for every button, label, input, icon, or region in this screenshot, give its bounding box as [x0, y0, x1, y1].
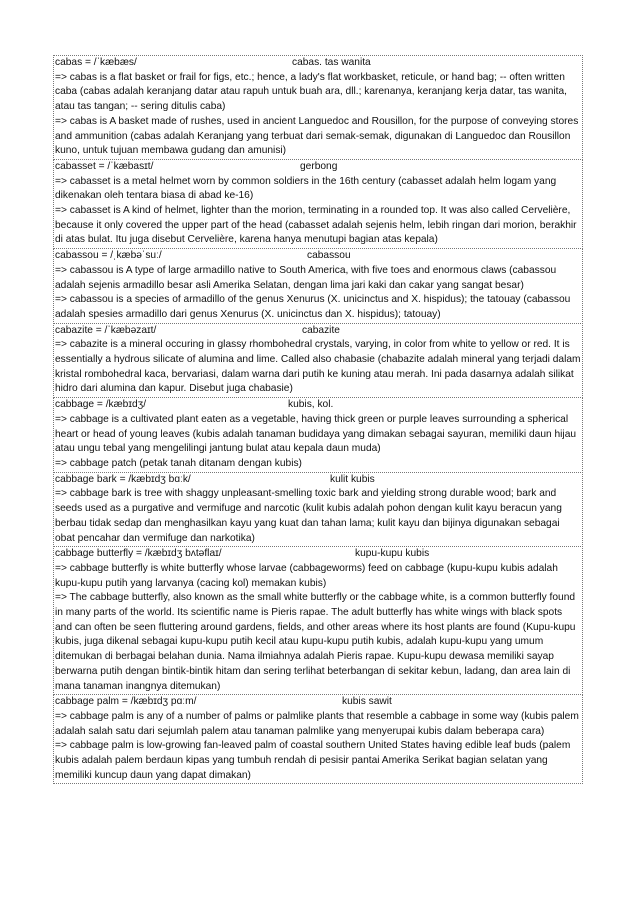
entry-term: cabas = /ˈkæbæs/: [55, 57, 137, 68]
entry-headline: [55, 324, 581, 339]
entry-term: cabbage palm = /kæbɪdʒ pɑːm/: [55, 696, 197, 708]
dictionary-entry: [53, 55, 583, 160]
entry-definition: => cabasset is A kind of helmet, lighter than the morion, terminating in a rounded top. It was also called Cervelière, because it only covered the upper part of the head (cabasset adalah sejenis helm, lebih ringan dari morion, berakhir di atas bulat. Itu juga disebut Cervelière, karena hanya menutupi bagian atas kepala): [55, 205, 577, 246]
entry-headline: [55, 695, 581, 710]
entry-translation: kulit kubis: [330, 473, 375, 485]
entry-term: cabbage bark = /kæbɪdʒ bɑːk/: [55, 473, 191, 485]
entry-definition: => cabbage palm is any of a number of palms or palmlike plants that resemble a cabbage in some way (kubis palem adalah salah satu dari sejumlah palem atau tanaman palmlike yang menyerupai kubis dalam beberapa cara): [55, 710, 579, 737]
entry-definition: => cabbage butterfly is white butterfly whose larvae (cabbageworms) feed on cabbage (kupu-kupu kubis adalah kupu-kupu putih yang larvanya (cacing kol) memakan kubis): [55, 562, 558, 589]
entry-definition: => The cabbage butterfly, also known as the small white butterfly or the cabbage white, is a common butterfly found in many parts of the world. Its scientific name is Pieris rapae. The adult butterfly has white wings with black spots and can often be seen fluttering around gardens, fields, and other areas where its host plants are found (Kupu-kupu kubis, juga dikenal sebagai kupu-kupu putih kecil atau kupu-kupu putih kubis, adalah kupu-kupu yang umum ditemukan di berbagai belahan dunia. Nama ilmiahnya adalah Pieris rapae. Kupu-kupu dewasa memiliki sayap berwarna putih dengan bintik-bintik hitam dan sering terlihat beterbangan di sekitar kebun, ladang, dan area lain di mana tanaman inangnya ditemukan): [55, 592, 576, 692]
dictionary-entry: [53, 323, 583, 399]
entry-translation: cabassou: [307, 250, 351, 262]
entry-translation: cabazite: [302, 324, 340, 336]
entry-term: cabasset = /ˈkæbasɪt/: [55, 160, 154, 172]
dictionary-entry: [53, 546, 583, 695]
dictionary-page: [53, 56, 583, 784]
entry-translation: gerbong: [300, 160, 338, 172]
entry-term: cabassou = /ˌkæbəˈsuː/: [55, 250, 162, 262]
entry-definition: => cabbage palm is low-growing fan-leaved palm of coastal southern United States having edible leaf buds (palem kubis adalah palem berdaun kipas yang tumbuh rendah di pesisir pantai Amerika Serikat bagian selatan yang memiliki kuncup daun yang dapat dimakan): [55, 740, 571, 781]
entry-headline: [55, 56, 581, 71]
dictionary-entry: [53, 397, 583, 473]
entry-definition: => cabbage patch (petak tanah ditanam dengan kubis): [55, 457, 302, 469]
dictionary-entry: [53, 248, 583, 324]
entry-term: cabbage butterfly = /kæbɪdʒ bʌtəflaɪ/: [55, 548, 222, 560]
entry-definition: => cabas is A basket made of rushes, used in ancient Languedoc and Rousillon, for the purpose of conveying stores and ammunition (cabas adalah Keranjang yang terbuat dari semak-semak, digunakan di Languedoc dan Rousillon kuno, untuk tujuan membawa gudang dan amunisi): [55, 115, 579, 157]
dictionary-entry: [53, 159, 583, 249]
entry-definition: => cabassou is a species of armadillo of the genus Xenurus (X. unicinctus and X. hispidus); the tatouay (cabassou adalah spesies armadillo dari genus Xenurus (X. unicinctus dan X. hispidus); tatouay): [55, 294, 571, 320]
entry-headline: [55, 547, 581, 562]
entry-translation: kubis sawit: [342, 696, 392, 708]
entry-definition: => cabbage is a cultivated plant eaten as a vegetable, having thick green or purple leaves surrounding a spherical heart or head of young leaves (kubis adalah tanaman budidaya yang dimakan sebagai sayuran, memiliki daun hijau atau ungu tebal yang mengelilingi jantung bulat atau kepala daun muda): [55, 413, 577, 455]
entry-translation: cabas. tas wanita: [292, 57, 371, 68]
entry-translation: kupu-kupu kubis: [355, 548, 430, 560]
entry-translation: kubis, kol.: [288, 399, 334, 411]
entry-term: cabazite = /ˈkæbəzaɪt/: [55, 324, 157, 336]
entry-headline: [55, 473, 581, 488]
entry-definition: => cabassou is A type of large armadillo native to South America, with five toes and enormous claws (cabassou adalah sejenis armadillo besar asli Amerika Selatan, dengan lima jari kaki dan cakar yang sangat besar): [55, 264, 557, 291]
entry-headline: [55, 249, 581, 264]
dictionary-entry: [53, 694, 583, 784]
entry-definition: => cabasset is a metal helmet worn by common soldiers in the 16th century (cabasset adalah helm logam yang dikenakan oleh tentara biasa di abad ke-16): [55, 175, 557, 202]
entry-headline: [55, 160, 581, 175]
entry-headline: [55, 398, 581, 413]
entry-term: cabbage = /kæbɪdʒ/: [55, 399, 147, 411]
dictionary-entry: [53, 472, 583, 548]
entry-definition: => cabbage bark is tree with shaggy unpleasant-smelling toxic bark and yielding strong durable wood; bark and seeds used as a purgative and vermifuge and narcotic (kulit kubis adalah pohon dengan kulit kayu beracun yang berbau tidak sedap dan menghasilkan kayu yang kuat dan tahan lama; kulit kayu dan bijinya digunakan sebagai obat pencahar dan vermifuge dan narkotika): [55, 488, 562, 544]
entry-definition: => cabas is a flat basket or frail for figs, etc.; hence, a lady's flat workbasket, reticule, or hand bag; -- often written caba (cabas adalah keranjang datar atau rapuh untuk buah ara, dll.; karenanya, keranjang kerja datar, tas wanita, atau tas tangan; -- sering ditulis caba): [55, 71, 567, 113]
entry-definition: => cabazite is a mineral occuring in glassy rhombohedral crystals, varying, in color from white to yellow or red. It is essentially a hydrous silicate of alumina and lime. Called also chabasie (chabazite adalah mineral yang terjadi dalam kristal rombohedral kaca, bervariasi, dalam warna dari putih ke kuning atau merah. Ini pada dasarnya adalah silikat hidro dari alumina dan kapur. Disebut juga chabasie): [55, 339, 581, 395]
